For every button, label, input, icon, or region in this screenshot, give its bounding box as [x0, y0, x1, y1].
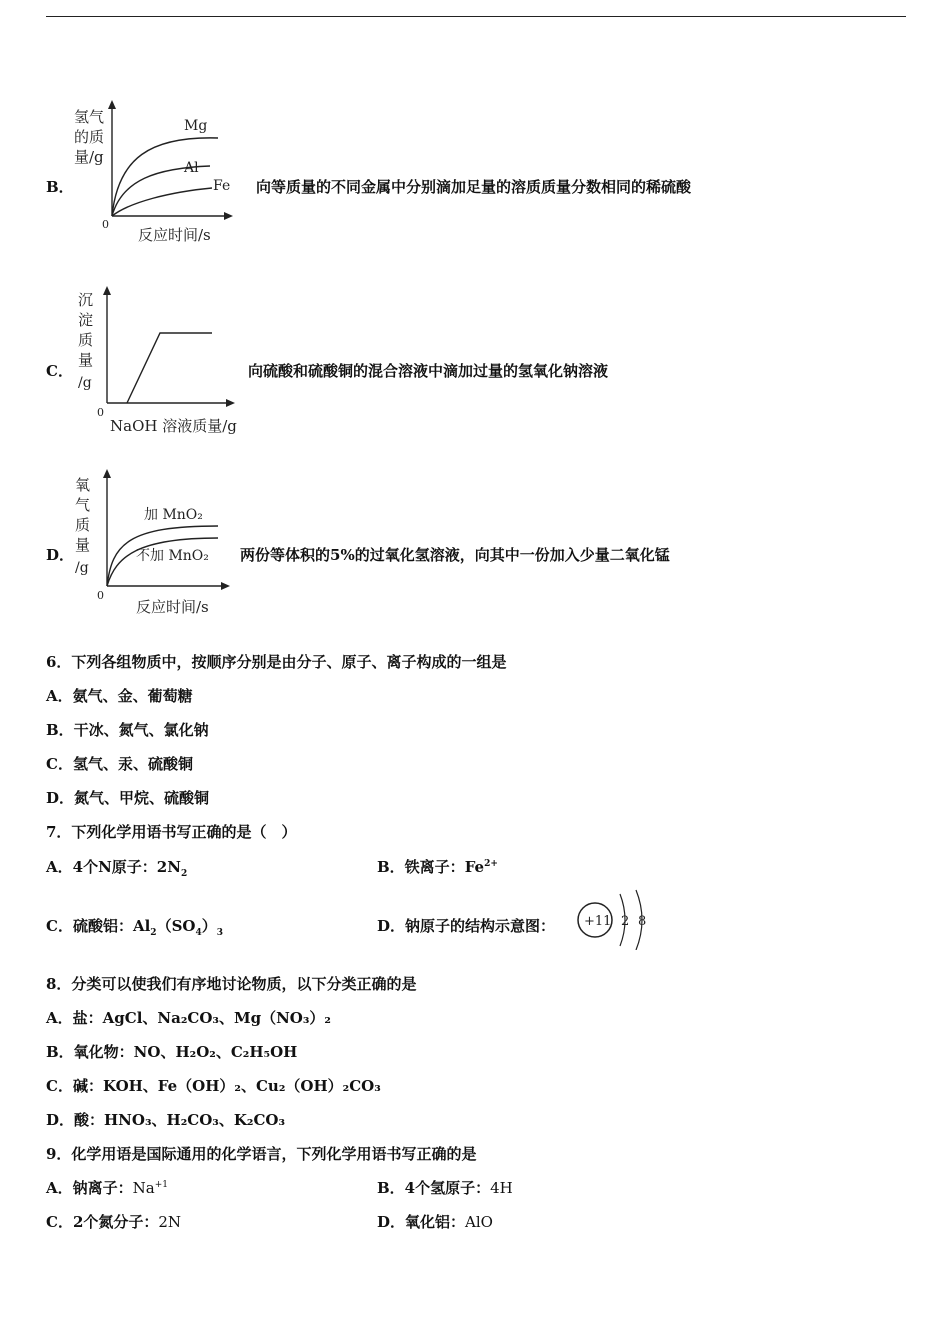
- series-label-al: Al: [184, 160, 199, 176]
- graph-b: [70, 98, 240, 248]
- y-label-5: /g: [75, 560, 89, 576]
- q6-stem: 6．下列各组物质中，按顺序分别是由分子、原子、离子构成的一组是: [46, 653, 507, 671]
- series-label-with: 加 MnO₂: [144, 507, 203, 523]
- y-label-3: 质: [75, 516, 91, 534]
- option-d-text: 两份等体积的5%的过氧化氢溶液，向其中一份加入少量二氧化锰: [240, 546, 670, 564]
- q8-option-a: A．盐：AgCl、Na₂CO₃、Mg（NO₃）₂: [46, 1009, 331, 1027]
- option-c-text: 向硫酸和硫酸铜的混合溶液中滴加过量的氢氧化钠溶液: [248, 362, 609, 380]
- y-label-4: 量: [78, 351, 94, 369]
- y-label-2: 气: [75, 496, 91, 514]
- y-axis-arrow: [108, 100, 116, 109]
- q6-option-a: A．氨气、金、葡萄糖: [46, 687, 193, 705]
- y-label-5: /g: [78, 375, 92, 391]
- q7-option-b: B．铁离子：$Fe^{2+}$: [377, 858, 498, 876]
- y-label-2: 淀: [78, 311, 94, 329]
- q7-stem: 7．下列化学用语书写正确的是（ ）: [46, 823, 297, 841]
- q9-option-c: C．2个氮分子：2N: [46, 1213, 182, 1231]
- q6-option-c: C．氢气、汞、硫酸铜: [46, 755, 193, 773]
- q7-option-c: C．硫酸铝：$Al_2(SO_4)_3$: [46, 917, 224, 938]
- shell-1-count: 2: [621, 914, 630, 929]
- graph-d: [70, 466, 240, 621]
- y-label-1: 氧: [75, 476, 91, 494]
- y-label-line-3: 量/g: [74, 148, 104, 166]
- q9-option-d: D．氧化铝：AlO: [377, 1213, 493, 1231]
- graph-c: [70, 283, 250, 438]
- q8-option-b: B．氧化物：NO、H₂O₂、C₂H₅OH: [46, 1043, 298, 1061]
- nucleus-label: +11: [584, 914, 612, 929]
- q9-option-b: B．4个氢原子：4H: [377, 1179, 513, 1197]
- y-label-line-2: 的质: [74, 128, 105, 146]
- y-axis-arrow: [103, 469, 111, 478]
- curve-mg: [112, 138, 218, 216]
- y-label-3: 质: [78, 331, 94, 349]
- origin-label: 0: [97, 406, 104, 419]
- shell-2-count: 8: [638, 914, 647, 929]
- x-axis-arrow: [221, 582, 230, 590]
- curve-precipitate: [127, 333, 212, 403]
- y-label-4: 量: [75, 536, 91, 554]
- y-label-1: 沉: [78, 291, 94, 309]
- x-label: 反应时间/s: [138, 226, 211, 244]
- x-label: 反应时间/s: [136, 598, 209, 616]
- y-axis-arrow: [103, 286, 111, 295]
- q6-option-b: B．干冰、氮气、氯化钠: [46, 721, 209, 739]
- series-label-fe: Fe: [213, 178, 231, 194]
- x-axis-arrow: [224, 212, 233, 220]
- q9-option-a: A．钠离子：$Na^{+1}$: [46, 1179, 168, 1197]
- option-b-letter: B．: [46, 178, 74, 196]
- curve-fe: [112, 188, 212, 216]
- x-label: NaOH 溶液质量/g: [110, 417, 237, 435]
- origin-label: 0: [102, 218, 109, 231]
- series-label-without: 不加 MnO₂: [136, 548, 209, 564]
- option-c-letter: C．: [46, 362, 73, 380]
- q7-option-a: A．4个N原子：$2N_2$: [46, 858, 188, 879]
- x-axis-arrow: [226, 399, 235, 407]
- series-label-mg: Mg: [184, 118, 208, 134]
- q8-stem: 8．分类可以使我们有序地讨论物质，以下分类正确的是: [46, 975, 417, 993]
- y-label-line-1: 氢气: [74, 108, 105, 126]
- origin-label: 0: [97, 589, 104, 602]
- q9-stem: 9．化学用语是国际通用的化学语言，下列化学用语书写正确的是: [46, 1145, 477, 1163]
- q6-option-d: D．氮气、甲烷、硫酸铜: [46, 789, 210, 807]
- sodium-atom-diagram: [574, 888, 654, 950]
- option-d-letter: D．: [46, 546, 75, 564]
- option-b-text: 向等质量的不同金属中分别滴加足量的溶质质量分数相同的稀硫酸: [256, 178, 692, 196]
- q8-option-c: C．碱：KOH、Fe（OH）₂、Cu₂（OH）₂CO₃: [46, 1077, 381, 1095]
- q7-option-d: D．钠原子的结构示意图：: [377, 917, 556, 935]
- header-rule: [46, 16, 906, 17]
- q8-option-d: D．酸：HNO₃、H₂CO₃、K₂CO₃: [46, 1111, 286, 1129]
